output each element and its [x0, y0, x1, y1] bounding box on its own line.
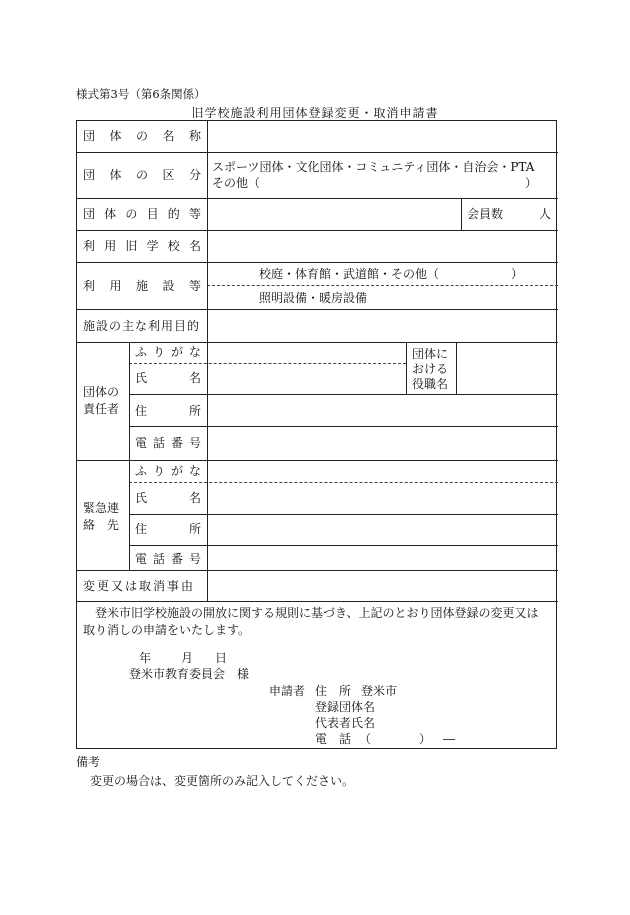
form-title: 旧学校施設利用団体登録変更・取消申請書: [191, 106, 439, 120]
furigana-label: ふ り が な: [135, 345, 201, 359]
group-name-label: 団 体 の 名 称: [83, 129, 201, 143]
date-year: 年: [139, 651, 152, 665]
col-divider: [207, 121, 208, 601]
category-other-close: ）: [525, 176, 538, 190]
role-label-1: 団体に: [412, 347, 449, 361]
category-options: スポーツ団体・文化団体・コミュニティ団体・自治会・PTA: [212, 160, 535, 174]
member-count-label: 会員数: [467, 207, 504, 221]
contact-address-label: 住 所: [135, 522, 201, 536]
row-divider: [77, 460, 558, 461]
group-purpose-label: 団 体 の 目 的 等: [83, 207, 201, 221]
row-divider: [129, 394, 558, 395]
role-label-2: おける: [412, 362, 449, 376]
applicant-address-prefix: 登米市: [361, 684, 398, 698]
facility-label: 利 用 施 設 等: [83, 279, 201, 293]
phone-label: 電 話 番 号: [135, 436, 201, 450]
representative-label: 代表者氏名: [315, 716, 376, 730]
dashed-divider: [129, 482, 558, 483]
contact-phone-label: 電 話 番 号: [135, 552, 201, 566]
col-divider: [456, 342, 457, 394]
member-count-unit: 人: [539, 207, 552, 221]
row-divider: [77, 198, 558, 199]
date-day: 日: [215, 651, 228, 665]
applicant-label: 申請者: [269, 684, 306, 698]
row-divider: [129, 426, 558, 427]
contact-label-2: 絡 先: [83, 518, 120, 532]
row-divider: [77, 570, 558, 571]
form-number: 様式第3号（第6条関係）: [76, 87, 206, 101]
notes-body: 変更の場合は、変更箇所のみ記入してください。: [90, 774, 355, 788]
facility-options: 校庭・体育館・武道館・その他（ ）: [259, 267, 524, 281]
applicant-phone-format: （ ） ―: [359, 732, 459, 746]
equipment-options: 照明設備・暖房設備: [259, 291, 368, 305]
row-divider: [77, 152, 558, 153]
row-divider: [77, 601, 558, 602]
category-other-open: その他（: [212, 176, 261, 190]
addressee: 登米市教育委員会 様: [129, 667, 250, 681]
responsible-label-1: 団体の: [83, 385, 120, 399]
row-divider: [77, 262, 558, 263]
col-divider: [461, 198, 462, 230]
role-label-3: 役職名: [412, 377, 449, 391]
col-divider: [406, 342, 407, 394]
col-divider: [129, 342, 130, 570]
notes-heading: 備考: [76, 755, 101, 769]
contact-name-label: 氏 名: [135, 491, 201, 505]
contact-furigana-label: ふ り が な: [135, 464, 201, 478]
contact-label-1: 緊急連: [83, 501, 120, 515]
row-divider: [129, 545, 558, 546]
responsible-label-2: 責任者: [83, 402, 120, 416]
address-label: 住 所: [135, 404, 201, 418]
registered-group-label: 登録団体名: [315, 700, 376, 714]
row-divider: [77, 309, 558, 310]
reason-label: 変更又は取消事由: [83, 579, 196, 593]
group-category-label: 団 体 の 区 分: [83, 168, 201, 182]
row-divider: [77, 342, 558, 343]
dashed-divider: [207, 285, 558, 286]
applicant-phone-label: 電 話: [315, 732, 352, 746]
dashed-divider: [129, 363, 406, 364]
application-form-table: [76, 120, 557, 749]
school-name-label: 利 用 旧 学 校 名: [83, 239, 201, 253]
row-divider: [129, 514, 558, 515]
row-divider: [77, 230, 558, 231]
main-use-label: 施設の主な利用目的: [83, 319, 201, 333]
name-label: 氏 名: [135, 371, 201, 385]
declaration-text: 登米市旧学校施設の開放に関する規則に基づき、上記のとおり団体登録の変更又は取り消しの申請をいたします。: [83, 606, 539, 637]
date-month: 月: [181, 651, 194, 665]
applicant-address-label: 住 所: [315, 684, 352, 698]
